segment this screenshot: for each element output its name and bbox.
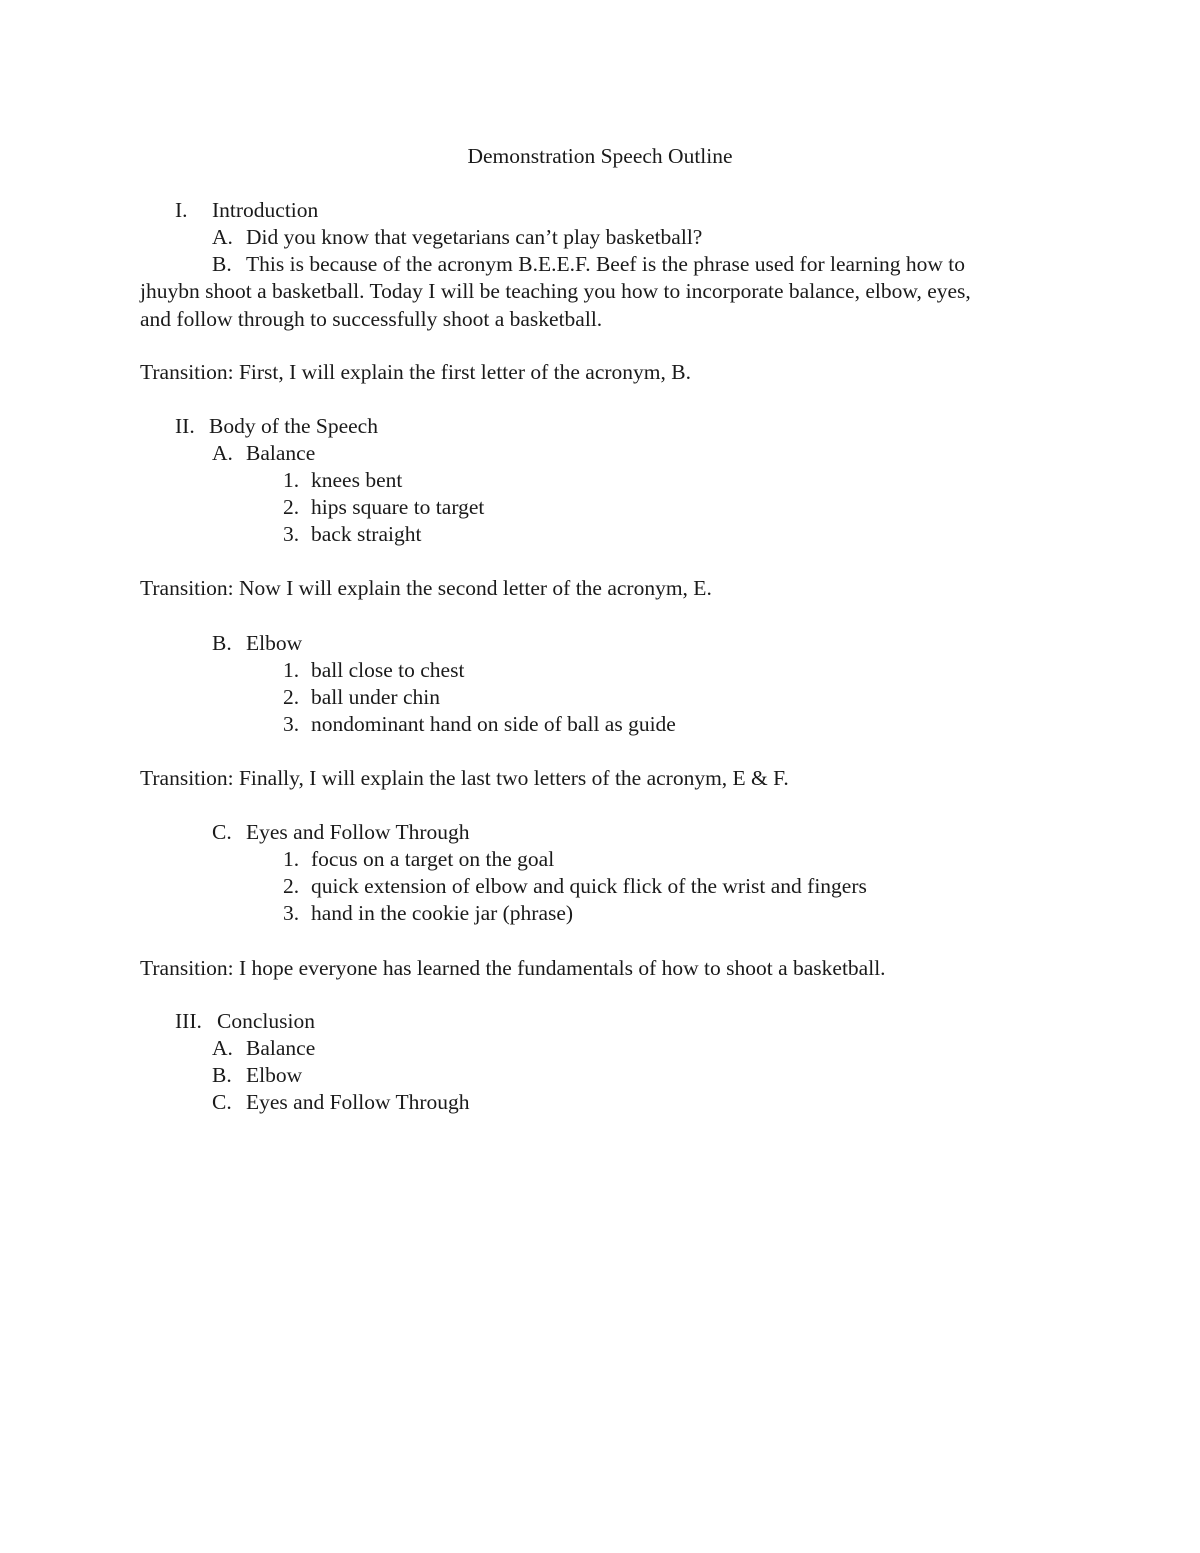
body-point-balance xyxy=(212,440,315,467)
list-item xyxy=(283,900,573,927)
section-body xyxy=(175,413,378,440)
point-heading: Balance xyxy=(246,441,316,465)
item-text: back straight xyxy=(311,522,422,546)
item-number: 1. xyxy=(283,658,300,682)
point-label: C. xyxy=(212,820,232,844)
list-item xyxy=(283,467,402,494)
section-conclusion xyxy=(175,1008,315,1035)
list-item xyxy=(283,846,554,873)
conclusion-point xyxy=(212,1089,470,1116)
item-number: 2. xyxy=(283,685,300,709)
item-text: ball under chin xyxy=(311,685,440,709)
point-text: This is because of the acronym B.E.E.F. Beef is the phrase used for learning how to xyxy=(246,252,965,276)
item-number: 2. xyxy=(283,874,300,898)
point-label: B. xyxy=(212,252,232,276)
point-text: Eyes and Follow Through xyxy=(246,1090,470,1114)
item-number: 2. xyxy=(283,495,300,519)
item-number: 1. xyxy=(283,468,300,492)
item-number: 3. xyxy=(283,712,300,736)
conclusion-point xyxy=(212,1035,315,1062)
transition-4: Transition: I hope everyone has learned the fundamentals of how to shoot a basketball. xyxy=(140,956,886,980)
item-text: hand in the cookie jar (phrase) xyxy=(311,901,574,925)
point-label: B. xyxy=(212,1063,232,1087)
section-heading: Body of the Speech xyxy=(209,414,378,438)
conclusion-point xyxy=(212,1062,302,1089)
item-number: 3. xyxy=(283,901,300,925)
point-label: A. xyxy=(212,225,233,249)
list-item xyxy=(283,873,867,900)
point-heading: Elbow xyxy=(246,631,303,655)
section-numeral: III. xyxy=(175,1009,202,1033)
transition-3: Transition: Finally, I will explain the last two letters of the acronym, E & F. xyxy=(140,766,789,790)
item-number: 3. xyxy=(283,522,300,546)
item-text: quick extension of elbow and quick flick of the wrist and fingers xyxy=(311,874,867,898)
point-label: B. xyxy=(212,631,232,655)
item-text: ball close to chest xyxy=(311,658,465,682)
item-text: hips square to target xyxy=(311,495,485,519)
item-text: nondominant hand on side of ball as guide xyxy=(311,712,676,736)
list-item xyxy=(283,657,464,684)
body-point-elbow xyxy=(212,630,302,657)
section-introduction xyxy=(175,197,318,224)
document-title: Demonstration Speech Outline xyxy=(467,144,733,168)
point-heading: Eyes and Follow Through xyxy=(246,820,470,844)
section-heading: Introduction xyxy=(212,198,319,222)
intro-point-b xyxy=(212,251,965,278)
item-number: 1. xyxy=(283,847,300,871)
section-heading: Conclusion xyxy=(217,1009,315,1033)
transition-1: Transition: First, I will explain the first letter of the acronym, B. xyxy=(140,360,691,384)
point-text: Did you know that vegetarians can’t play basketball? xyxy=(246,225,703,249)
body-point-eyes xyxy=(212,819,470,846)
list-item xyxy=(283,711,676,738)
list-item xyxy=(283,521,421,548)
point-text: Elbow xyxy=(246,1063,303,1087)
point-label: A. xyxy=(212,1036,233,1060)
item-text: knees bent xyxy=(311,468,403,492)
item-text: focus on a target on the goal xyxy=(311,847,555,871)
intro-point-b-continued: and follow through to successfully shoot a basketball. xyxy=(140,307,603,331)
transition-2: Transition: Now I will explain the second letter of the acronym, E. xyxy=(140,576,712,600)
section-numeral: II. xyxy=(175,414,195,438)
section-numeral: I. xyxy=(175,198,188,222)
intro-point-b-continued: jhuybn shoot a basketball. Today I will be teaching you how to incorporate balance, elbow, eyes, xyxy=(140,279,971,303)
intro-point-a xyxy=(212,224,702,251)
point-label: C. xyxy=(212,1090,232,1114)
point-text: Balance xyxy=(246,1036,316,1060)
list-item xyxy=(283,684,440,711)
point-label: A. xyxy=(212,441,233,465)
list-item xyxy=(283,494,484,521)
